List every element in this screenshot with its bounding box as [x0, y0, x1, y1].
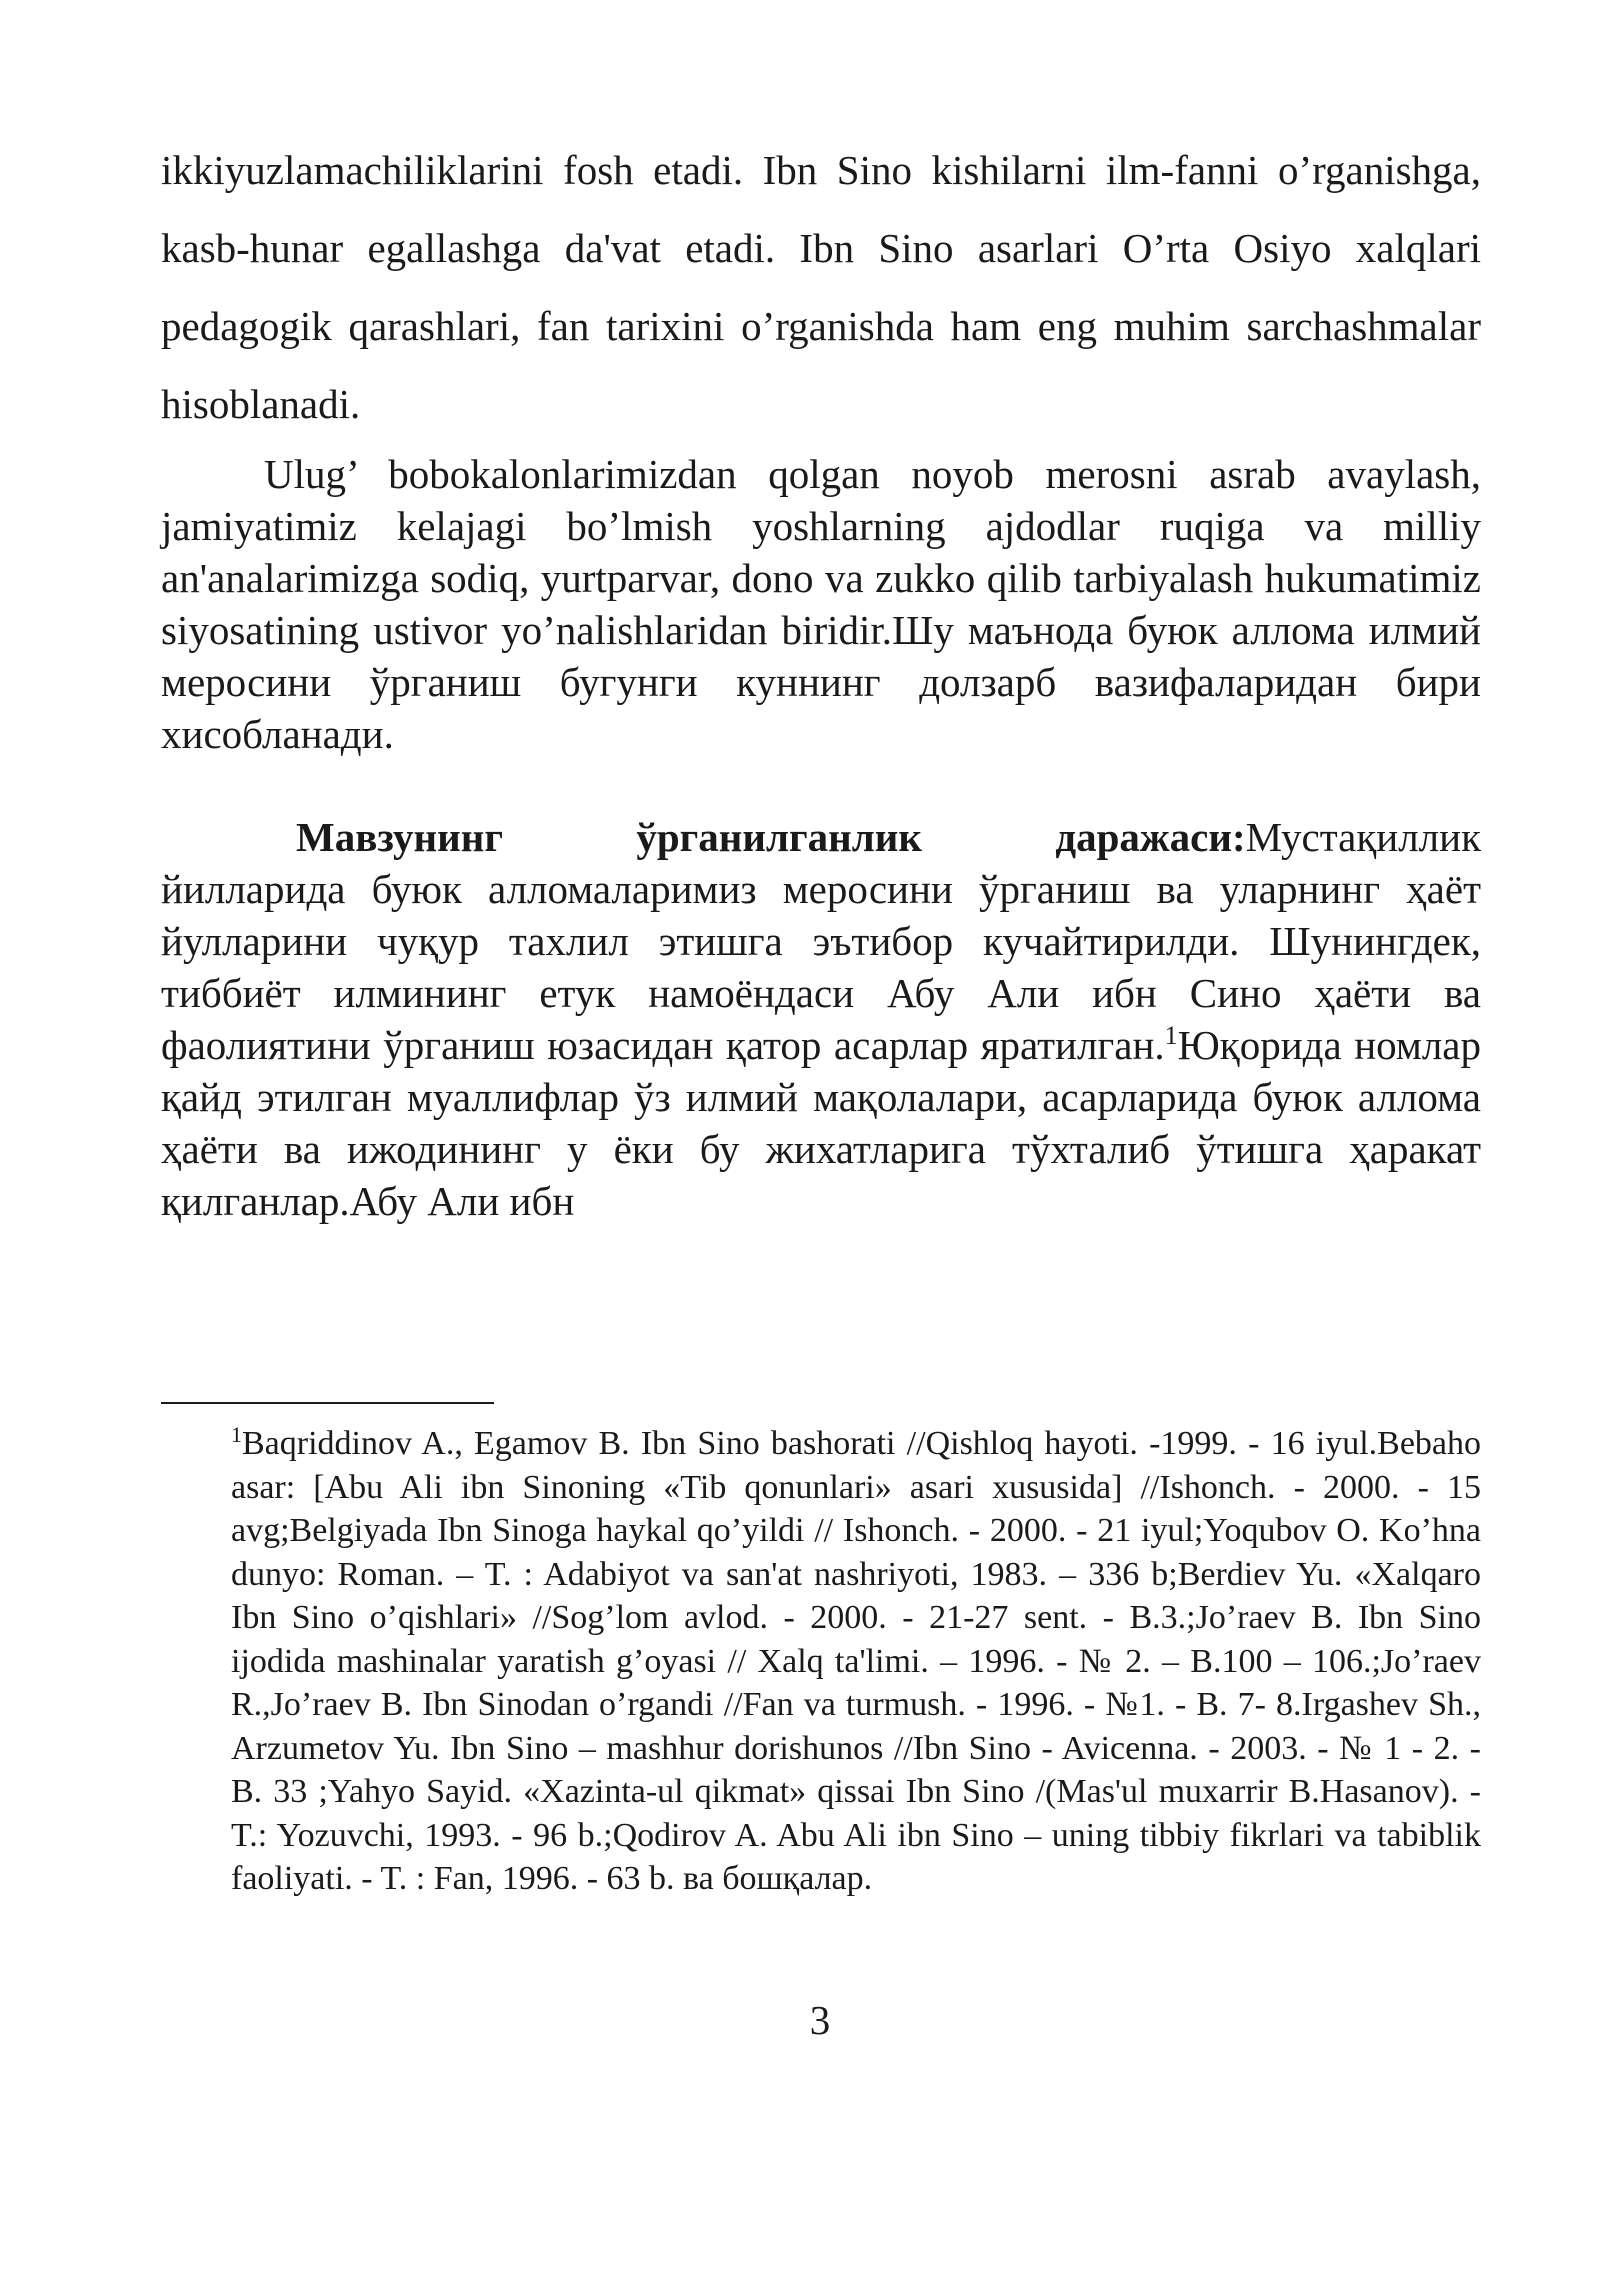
page-number: 3	[809, 1997, 831, 2043]
footnote-marker: 1	[231, 1422, 242, 1447]
footnote-reference[interactable]: 1	[1164, 1021, 1178, 1050]
section-heading: Мавзунинг ўрганилганлик даражаси:	[296, 814, 1246, 860]
paragraph-2: Ulug’ bobokalonlarimizdan qolgan noyob merosni asrab avaylash, jamiyatimiz kelajagi bo’lmish yoshlarning ajdodlar ruqiga va milliy an'analarimizga sodiq, yurtparvar, dono va zukko qilib tarbiyalash hukumatimiz siyosatining ustivor yo’nalishlaridan biridir.Шу маънода буюк аллома илмий меросини ўрганиш бугунги куннинг долзарб вазифаларидан бири хисобланади.	[161, 451, 1481, 757]
footnote-separator	[161, 1402, 494, 1404]
paragraph-3	[161, 811, 1481, 1227]
paragraph-1: ikkiyuzlamachiliklarini fosh etadi. Ibn Sino kishilarni ilm-fanni o’rganishga, kasb-hunar egallashga da'vat etadi. Ibn Sino asarlari O’rta Osiyo xalqlari pedagogik qarashlari, fan tarixini o’rganishda ham eng muhim sarchashmalar hisoblanadi.	[161, 147, 1481, 427]
footnote	[231, 1422, 1481, 1901]
footnote-text: Baqriddinov A., Egamov B. Ibn Sino bashorati //Qishloq hayoti. -1999. - 16 iyul.Bebaho asar: [Abu Ali ibn Sinoning «Tib qonunlari» asari xususida] //Ishonch. - 2000. - 15 avg;Belgiyada Ibn Sinoga haykal qo’yildi // Ishonch. - 2000. - 21 iyul;Yoqubov O. Ko’hna dunyo: Roman. – T. : Adabiyot va san'at nashriyoti, 1983. – 336 b;Berdiev Yu. «Xalqaro Ibn Sino o’qishlari» //Sog’lom avlod. - 2000. - 21-27 sent. - B.3.;Jo’raev B. Ibn Sino ijodida mashinalar yaratish g’oyasi // Xalq ta'limi. – 1996. - № 2. – B.100 – 106.;Jo’raev R.,Jo’raev B. Ibn Sinodan o’rgandi //Fan va turmush. - 1996. - №1. - B. 7- 8.Irgashev Sh., Arzumetov Yu. Ibn Sino – mashhur dorishunos //Ibn Sino - Avicenna. - 2003. - № 1 - 2. - B. 33 ;Yahyo Sayid. «Xazinta-ul qikmat» qissai Ibn Sino /(Mas'ul muxarrir B.Hasanov). - T.: Yozuvchi, 1993. - 96 b.;Qodirov A. Abu Ali ibn Sino – uning tibbiy fikrlari va tabiblik faoliyati. - T. : Fan, 1996. - 63 b. ва бошқалар.	[231, 1425, 1481, 1897]
paragraph-3-text-b: Юқорида номлар қайд этилган муаллифлар ўз илмий мақолалари, асарларида буюк аллома ҳаёти ва ижодининг у ёки бу жихатларига тўхталиб ўтишга ҳаракат қилганлар.Абу Али ибн	[161, 1022, 1481, 1224]
paragraph-3-text-a: Мустақиллик йилларида буюк алломаларимиз меросини ўрганиш ва уларнинг ҳаёт йулларини чуқур тахлил этишга эътибор кучайтирилди. Шунингдек, тиббиёт илмининг етук намоёндаси Абу Али ибн Сино ҳаёти ва фаолиятини ўрганиш юзасидан қатор асарлар яратилган.	[161, 814, 1481, 1068]
